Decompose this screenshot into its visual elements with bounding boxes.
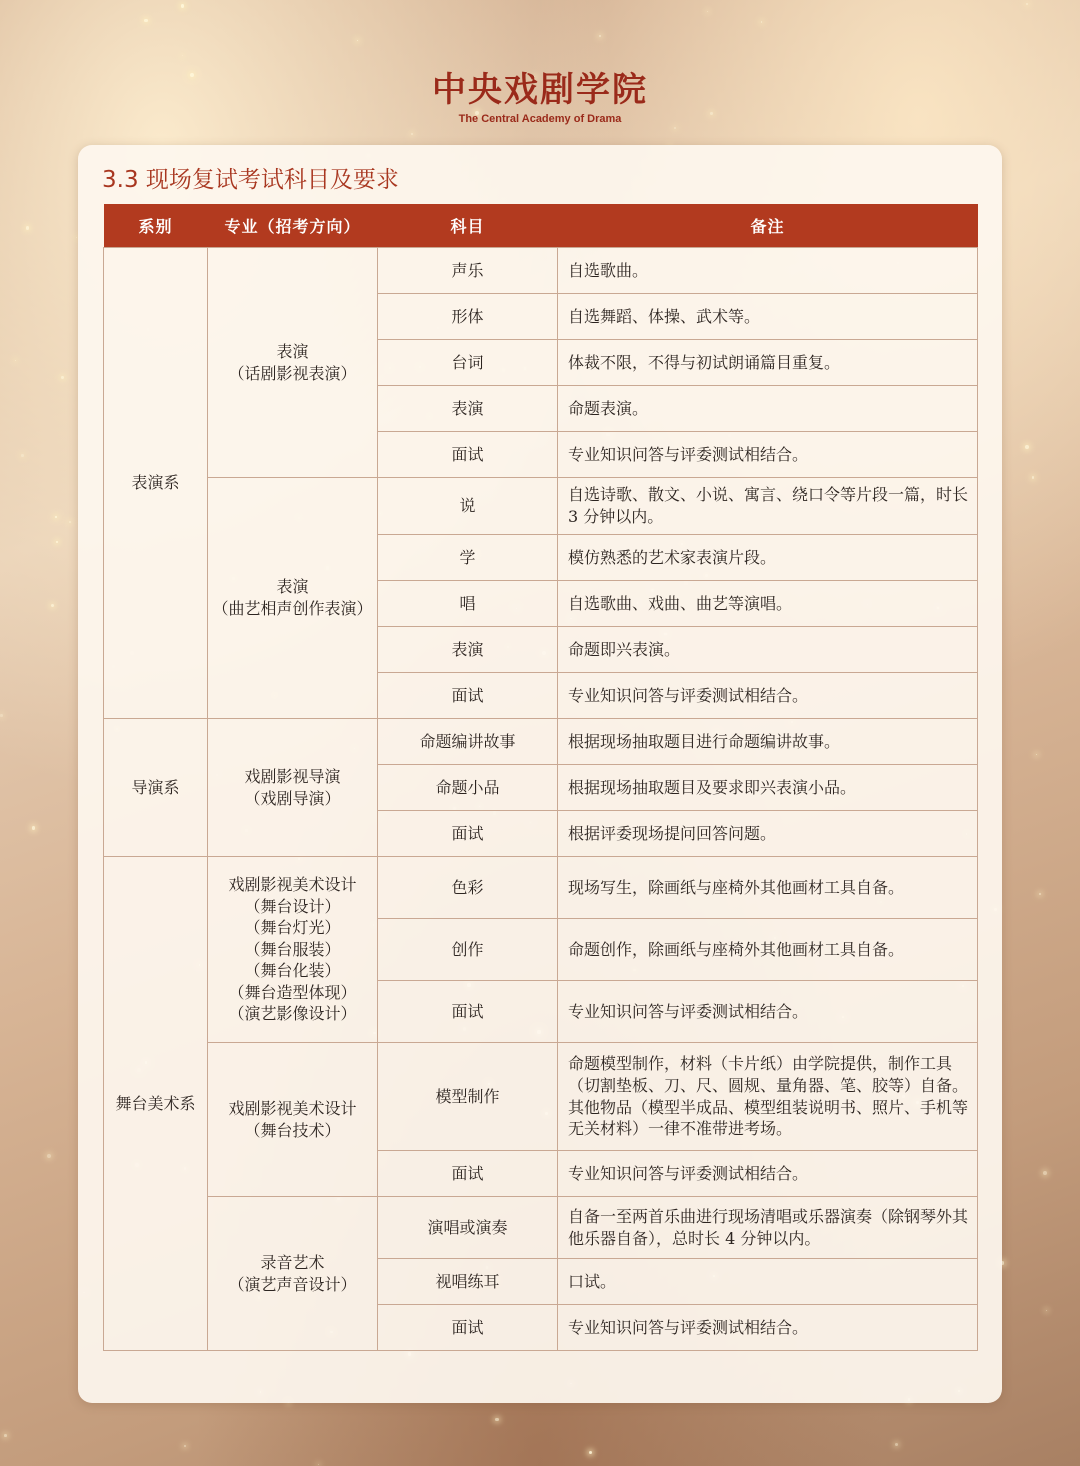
- header-note: 备注: [558, 204, 978, 248]
- table-row: [104, 248, 978, 294]
- major-line: （舞台技术）: [244, 1120, 341, 1140]
- table-row: [104, 719, 978, 765]
- note-cell: 专业知识问答与评委测试相结合。: [558, 981, 978, 1043]
- major-line: （舞台灯光）: [244, 918, 341, 938]
- section-title: 3.3 现场复试考试科目及要求: [102, 167, 399, 193]
- subject-cell: 面试: [378, 432, 558, 478]
- note-cell: 根据现场抽取题目及要求即兴表演小品。: [558, 765, 978, 811]
- major-line: （曲艺相声创作表演）: [212, 599, 373, 618]
- major-line: （舞台化装）: [244, 961, 341, 981]
- note-cell: 现场写生，除画纸与座椅外其他画材工具自备。: [558, 857, 978, 919]
- note-cell: 自选舞蹈、体操、武术等。: [558, 294, 978, 340]
- note-cell: 口试。: [558, 1259, 978, 1305]
- note-cell: 命题创作，除画纸与座椅外其他画材工具自备。: [558, 919, 978, 981]
- subject-cell: 说: [378, 478, 558, 535]
- subject-cell: 色彩: [378, 857, 558, 919]
- subject-cell: 视唱练耳: [378, 1259, 558, 1305]
- dept-cell: 导演系: [104, 719, 208, 857]
- subject-cell: 命题小品: [378, 765, 558, 811]
- note-cell: 体裁不限，不得与初试朗诵篇目重复。: [558, 340, 978, 386]
- note-cell: 命题模型制作，材料（卡片纸）由学院提供，制作工具（切割垫板、刀、尺、圆规、量角器、笔、胶等）自备。其他物品（模型半成品、模型组装说明书、照片、手机等无关材料）一律不准带进考场。: [558, 1043, 978, 1151]
- subject-cell: 声乐: [378, 248, 558, 294]
- subject-cell: 表演: [378, 627, 558, 673]
- subject-cell: 台词: [378, 340, 558, 386]
- subject-cell: 命题编讲故事: [378, 719, 558, 765]
- table-row: [104, 478, 978, 535]
- major-line: 表演: [276, 341, 309, 361]
- major-cell: [208, 478, 378, 719]
- subject-cell: 模型制作: [378, 1043, 558, 1151]
- dept-cell: 舞台美术系: [104, 857, 208, 1351]
- content-card: [78, 145, 1002, 1403]
- major-line: （戏剧导演）: [244, 788, 341, 808]
- major-line: （舞台服装）: [244, 939, 341, 959]
- note-cell: 专业知识问答与评委测试相结合。: [558, 432, 978, 478]
- note-cell: 根据评委现场提问回答问题。: [558, 811, 978, 857]
- table-header-row: [104, 204, 978, 248]
- subject-cell: 面试: [378, 981, 558, 1043]
- major-line: （舞台设计）: [244, 896, 341, 916]
- logo-english: The Central Academy of Drama: [458, 113, 622, 125]
- major-line: （舞台造型体现）: [228, 982, 357, 1002]
- academy-logo: [0, 62, 1080, 125]
- note-cell: 根据现场抽取题目进行命题编讲故事。: [558, 719, 978, 765]
- major-line: 表演: [276, 577, 309, 597]
- note-cell: 模仿熟悉的艺术家表演片段。: [558, 535, 978, 581]
- subject-cell: 唱: [378, 581, 558, 627]
- subject-cell: 面试: [378, 1151, 558, 1197]
- major-line: （话剧影视表演）: [228, 363, 357, 383]
- note-cell: 自选歌曲。: [558, 248, 978, 294]
- major-line: 录音艺术: [260, 1252, 325, 1272]
- major-line: 戏剧影视美术设计: [228, 1098, 357, 1118]
- dept-cell: 表演系: [104, 248, 208, 719]
- table-row: [104, 1197, 978, 1259]
- major-cell: [208, 857, 378, 1043]
- major-cell: [208, 1197, 378, 1351]
- note-cell: 专业知识问答与评委测试相结合。: [558, 1305, 978, 1351]
- note-cell: 自选诗歌、散文、小说、寓言、绕口令等片段一篇，时长 3 分钟以内。: [558, 478, 978, 535]
- major-line: 戏剧影视美术设计: [228, 874, 357, 894]
- subject-cell: 面试: [378, 811, 558, 857]
- note-cell: 命题表演。: [558, 386, 978, 432]
- subject-cell: 面试: [378, 673, 558, 719]
- major-cell: [208, 719, 378, 857]
- subject-cell: 面试: [378, 1305, 558, 1351]
- subject-cell: 表演: [378, 386, 558, 432]
- note-cell: 专业知识问答与评委测试相结合。: [558, 1151, 978, 1197]
- header-subject: 科目: [378, 204, 558, 248]
- header-major: 专业（招考方向）: [208, 204, 378, 248]
- note-cell: 自选歌曲、戏曲、曲艺等演唱。: [558, 581, 978, 627]
- major-line: （演艺影像设计）: [228, 1004, 357, 1024]
- subject-cell: 形体: [378, 294, 558, 340]
- logo-chinese: 中央戏剧学院: [432, 70, 648, 110]
- subject-cell: 创作: [378, 919, 558, 981]
- major-cell: [208, 1043, 378, 1197]
- exam-subjects-table: [103, 204, 978, 1351]
- note-cell: 自备一至两首乐曲进行现场清唱或乐器演奏（除钢琴外其他乐器自备），总时长 4 分钟以内。: [558, 1197, 978, 1259]
- note-cell: 命题即兴表演。: [558, 627, 978, 673]
- subject-cell: 演唱或演奏: [378, 1197, 558, 1259]
- table-row: [104, 1043, 978, 1151]
- major-cell: [208, 248, 378, 478]
- major-line: 戏剧影视导演: [244, 766, 341, 786]
- note-cell: 专业知识问答与评委测试相结合。: [558, 673, 978, 719]
- major-line: （演艺声音设计）: [228, 1274, 357, 1294]
- table-row: [104, 857, 978, 919]
- subject-cell: 学: [378, 535, 558, 581]
- header-dept: 系别: [104, 204, 208, 248]
